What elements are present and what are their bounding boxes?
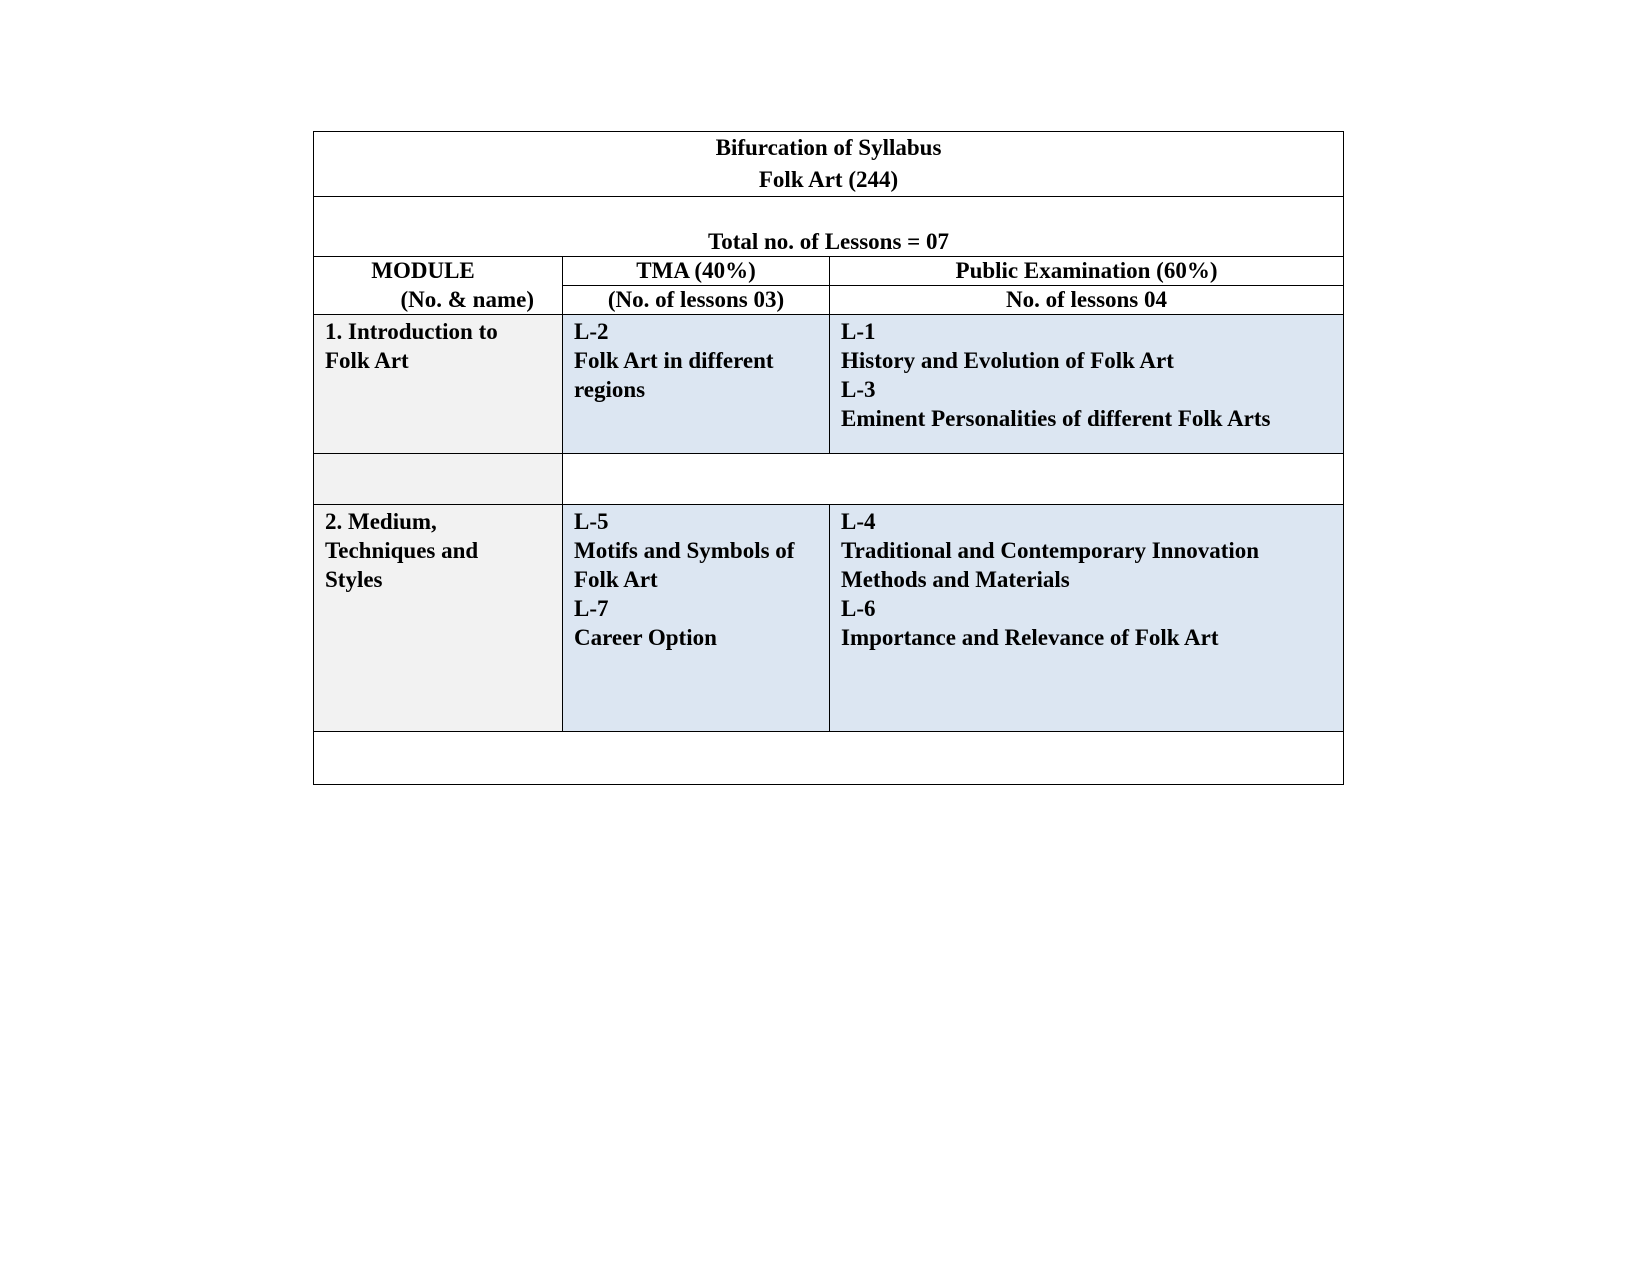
module-name-cell: [314, 315, 563, 454]
lesson-code: L-2: [574, 319, 609, 344]
lesson-code: L-6: [841, 596, 876, 621]
module-subheader: [314, 286, 563, 315]
spacer-cell: [563, 454, 1344, 505]
tma-subheader: [563, 286, 830, 315]
total-lessons: Total no. of Lessons = 07: [707, 229, 950, 254]
footer-cell: [314, 732, 1344, 785]
footer-row: [314, 732, 1344, 785]
tma-header-label: TMA (40%): [636, 258, 756, 283]
public-header-label: Public Examination (60%): [955, 258, 1218, 283]
lesson-code: L-3: [841, 377, 876, 402]
lesson-title: Career Option: [574, 625, 717, 650]
tma-lessons-cell: [563, 505, 830, 732]
spacer-cell: [314, 454, 563, 505]
tma-subheader-label: (No. of lessons 03): [607, 287, 785, 312]
module-row: [314, 315, 1344, 454]
module-name: 1. Introduction to Folk Art: [325, 319, 498, 373]
tma-lessons-cell: [563, 315, 830, 454]
public-header: [830, 257, 1344, 286]
lesson-title: Eminent Personalities of different Folk Arts: [841, 406, 1271, 431]
tma-header: [563, 257, 830, 286]
public-lessons-cell: [830, 315, 1344, 454]
lesson-title: Traditional and Contemporary Innovation Methods and Materials: [841, 538, 1260, 592]
module-subheader-label: (No. & name): [400, 286, 534, 312]
lesson-title: History and Evolution of Folk Art: [841, 348, 1174, 373]
syllabus-table: [313, 131, 1344, 785]
lesson-code: L-4: [841, 509, 876, 534]
module-name: 2. Medium, Techniques and Styles: [325, 509, 479, 592]
total-lessons-cell: [314, 197, 1344, 257]
module-row: [314, 505, 1344, 732]
module-header-label: MODULE: [371, 258, 475, 283]
subject-name: Folk Art (244): [758, 167, 899, 192]
lesson-title: Importance and Relevance of Folk Art: [841, 625, 1219, 650]
spacer-row: [314, 454, 1344, 505]
lesson-title: Motifs and Symbols of Folk Art: [574, 538, 795, 592]
document-title: Bifurcation of Syllabus: [715, 135, 942, 160]
lesson-title: Folk Art in different regions: [574, 348, 774, 402]
module-name-cell: [314, 505, 563, 732]
title-cell: [314, 132, 1344, 197]
module-header: [314, 257, 563, 286]
lesson-code: L-1: [841, 319, 876, 344]
public-subheader-label: No. of lessons 04: [1006, 287, 1168, 312]
public-lessons-cell: [830, 505, 1344, 732]
lesson-code: L-5: [574, 509, 609, 534]
lesson-code: L-7: [574, 596, 609, 621]
public-subheader: [830, 286, 1344, 315]
